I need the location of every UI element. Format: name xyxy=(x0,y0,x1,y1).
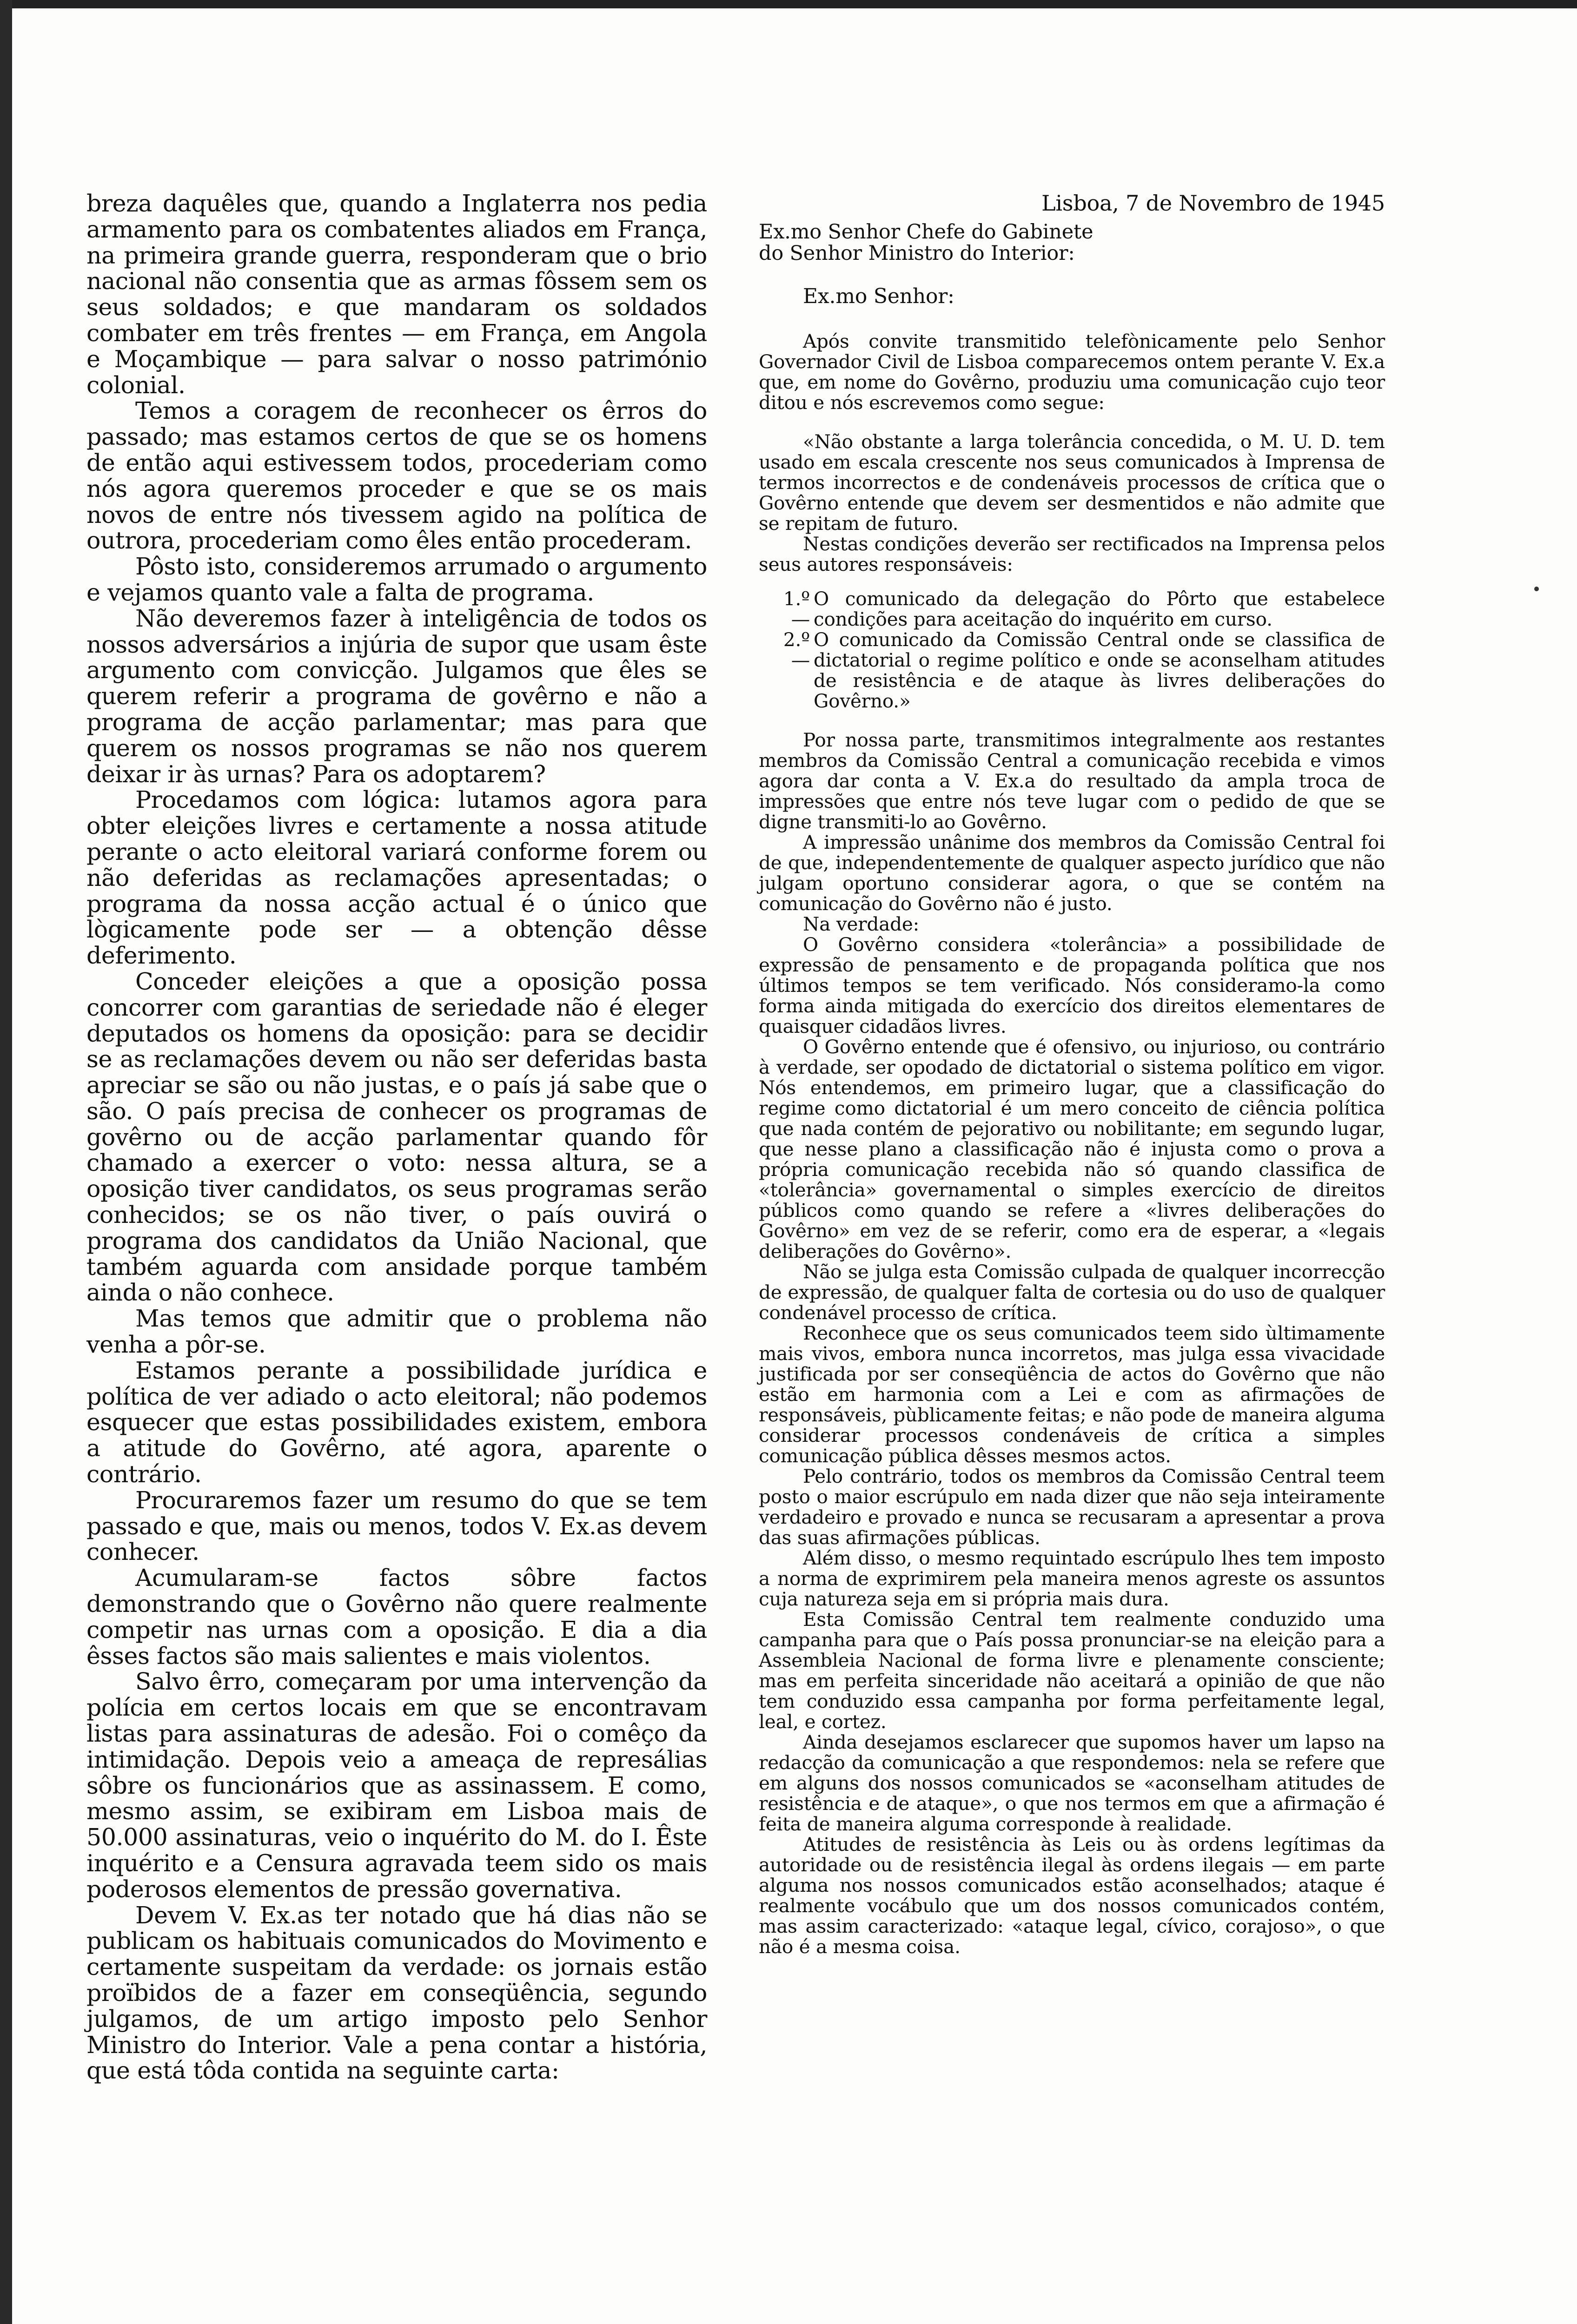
left-paragraph: Conceder eleições a que a oposição possa concorrer com garantias de seriedade não é eleger deputados os homens da oposição: para se decidir se as reclamações devem ou não ser deferidas basta apreciar se são ou não justas, e o país já sabe que o são. O país precisa de conhecer os programas de govêrno ou de acção parlamentar quando fôr chamado a exercer o voto: nessa altura, se a oposição tiver candidatos, os seus programas serão conhecidos; se os não tiver, o país ouvirá o programa dos candidatos da União Nacional, que também aguarda com ansidade porque também ainda o não conhece. xyxy=(86,967,707,1307)
letter-paragraph: Esta Comissão Central tem realmente conduzido uma campanha para que o País possa pronunciar-se na eleição para a Assembleia Nacional de forma livre e plenamente consciente; mas em perfeita sinceridade não aceitará a opinião de que não tem conduzido essa campanha por forma perfeitamente legal, leal, e cortez. xyxy=(759,1608,1385,1733)
quoted-communication: Nestas condições deverão ser rectificados na Imprensa pelos seus autores responsáveis: xyxy=(759,533,1385,575)
quoted-communication: «Não obstante a larga tolerância concedida, o M. U. D. tem usado em escala crescente nos seus comunicados à Imprensa de termos incorrectos e de condenáveis processos de crítica que o Govêrno entende que devem ser desmentidos e não admite que se repitam de futuro. xyxy=(759,430,1385,535)
scan-speck xyxy=(1534,587,1539,591)
letter-salutation: Ex.mo Senhor: xyxy=(803,284,954,308)
left-column xyxy=(86,191,707,2084)
letter-intro: Após convite transmitido telefònicamente pelo Senhor Governador Civil de Lisboa comparecemos ontem perante V. Ex.a que, em nome do Govêrno, produziu uma comunicação cujo teor ditou e nós escrevemos como segue: xyxy=(759,330,1385,414)
letter-paragraph: Reconhece que os seus comunicados teem sido ùltimamente mais vivos, embora nunca incorretos, mas julga essa vivacidade justificada por ser conseqüência de actos do Govêrno que não estão em harmonia com a Lei e com as afirmações de responsáveis, pùblicamente feitas; e não pode de maneira alguma considerar processos condenáveis de crítica a simples comunicação pública dêsses mesmos actos. xyxy=(759,1322,1385,1467)
letter-paragraph: Por nossa parte, transmitimos integralmente aos restantes membros da Comissão Central a comunicação recebida e vimos agora dar conta a V. Ex.a do resultado da ampla troca de impressões que entre nós teve lugar com o pedido de que se digne transmiti-lo ao Govêrno. xyxy=(759,729,1385,833)
letter-paragraph: Na verdade: xyxy=(803,913,920,935)
left-paragraph: Devem V. Ex.as ter notado que há dias não se publicam os habituais comunicados do Movimento e certamente suspeitam da verdade: os jornais estão proïbidos de a fazer em conseqüência, segundo julgamos, de um artigo imposto pelo Senhor Ministro do Interior. Vale a pena contar a história, que está tôda contida na seguinte carta: xyxy=(86,1901,707,2085)
left-paragraph: breza daquêles que, quando a Inglaterra nos pedia armamento para os combatentes aliados em França, na primeira grande guerra, responderam que o brio nacional não consentia que as armas fôssem sem os seus soldados; e que mandaram os soldados combater em três frentes — em França, em Angola e Moçambique — para salvar o nosso património colonial. xyxy=(86,190,707,399)
letter-addressee xyxy=(759,221,1385,264)
list-text: O comunicado da Comissão Central onde se classifica de dictatorial o regime político e onde se aconselham atitudes de resistência e de ataque às livres deliberações do Govêrno.» xyxy=(814,628,1385,712)
letter-paragraph: Além disso, o mesmo requintado escrúpulo lhes tem imposto a norma de exprimirem pela maneira menos agreste os assuntos cuja natureza seja em si própria mais dura. xyxy=(759,1547,1385,1610)
list-item xyxy=(759,588,1385,629)
left-paragraph: Mas temos que admitir que o problema não venha a pôr-se. xyxy=(86,1305,707,1359)
left-paragraph: Procuraremos fazer um resumo do que se tem passado e que, mais ou menos, todos V. Ex.as devem conhecer. xyxy=(86,1486,707,1566)
left-paragraph: Procedamos com lógica: lutamos agora para obter eleições livres e certamente a nossa atitude perante o acto eleitoral variará conforme forem ou não deferidas as reclamações apresentadas; o programa da nossa acção actual é o único que lògicamente pode ser — a obtenção dêsse deferimento. xyxy=(86,786,707,970)
left-paragraph: Pôsto isto, consideremos arrumado o argumento e vejamos quanto vale a falta de programa. xyxy=(86,553,707,606)
letter-paragraph: Ainda desejamos esclarecer que supomos haver um lapso na redacção da comunicação a que respondemos: nela se refere que em alguns dos nossos comunicados se «aconselham atitudes de resistência e de ataque», o que nos termos em que a afirmação é feita de maneira alguma corresponde à realidade. xyxy=(759,1731,1385,1835)
left-paragraph: Não deveremos fazer à inteligência de todos os nossos adversários a injúria de supor que usam êste argumento com convicção. Julgamos que êles se querem referir a programa de govêrno e não a programa de acção parlamentar; mas para que querem os nossos programas se não nos querem deixar ir às urnas? Para os adoptarem? xyxy=(86,604,707,788)
numbered-list xyxy=(759,588,1385,711)
list-item xyxy=(759,629,1385,711)
left-paragraph: Salvo êrro, começaram por uma intervenção da polícia em certos locais em que se encontravam listas para assinaturas de adesão. Foi o comêço da intimidação. Depois veio a ameaça de represálias sôbre os funcionários que as assinassem. E como, mesmo assim, se exibiram em Lisboa mais de 50.000 assinaturas, veio o inquérito do M. do I. Êste inquérito e a Censura agravada teem sido os mais poderosos elementos de pressão governativa. xyxy=(86,1668,707,1903)
letter-dateline: Lisboa, 7 de Novembro de 1945 xyxy=(1041,191,1385,216)
letter-paragraph: O Govêrno entende que é ofensivo, ou injurioso, ou contrário à verdade, ser opodado de dictatorial o sistema político em vigor. Nós entendemos, em primeiro lugar, que a classificação do regime como dictatorial é um mero conceito de ciência política que nada contém de pejorativo ou nobilitante; em segundo lugar, que nesse plano a classificação não é injusta como o prova a própria comunicação recebida não só quando classifica de «tolerância» governamental o simples exercício de direitos públicos como quando se refere a «livres deliberações do Govêrno» em vez de se referir, como era de esperar, a «legais deliberações do Govêrno». xyxy=(759,1036,1385,1262)
addressee-line: do Senhor Ministro do Interior: xyxy=(759,242,1075,265)
list-text: O comunicado da delegação do Pôrto que estabelece condições para aceitação do inquérito em curso. xyxy=(814,588,1385,630)
left-paragraph: Acumularam-se factos sôbre factos demonstrando que o Govêrno não quere realmente competir nas urnas com a oposição. E dia a dia êsses factos são mais salientes e mais violentos. xyxy=(86,1564,707,1670)
left-paragraph: Temos a coragem de reconhecer os êrros do passado; mas estamos certos de que se os homens de então aqui estivessem todos, procederiam como nós agora queremos proceder e que se os mais novos de entre nós tivessem agido na política de outrora, procederiam como êles então procederam. xyxy=(86,397,707,555)
list-number: 1.º — xyxy=(783,588,810,630)
scan-edge-left xyxy=(0,0,12,2324)
letter-paragraph: Pelo contrário, todos os membros da Comissão Central teem posto o maior escrúpulo em nada dizer que não seja inteiramente verdadeiro e provado e nunca se recusaram a apresentar a prova das suas afirmações públicas. xyxy=(759,1465,1385,1549)
letter-paragraph: A impressão unânime dos membros da Comissão Central foi de que, independentemente de qualquer aspecto jurídico que não julgam oportuno considerar agora, o que se contém na comunicação do Govêrno não é justo. xyxy=(759,831,1385,915)
list-number: 2.º — xyxy=(783,628,810,671)
addressee-line: Ex.mo Senhor Chefe do Gabinete xyxy=(759,220,1093,244)
right-column-letter xyxy=(759,191,1385,1957)
letter-paragraph: Atitudes de resistência às Leis ou às ordens legítimas da autoridade ou de resistência ilegal às ordens ilegais — em parte alguma nos nossos comunicados estão aconselhados; ataque é realmente vocábulo que um dos nossos comunicados contém, mas assim caracterizado: «ataque legal, cívico, corajoso», o que não é a mesma coisa. xyxy=(759,1833,1385,1958)
scan-edge-top xyxy=(0,0,1577,8)
letter-paragraph: O Govêrno considera «tolerância» a possibilidade de expressão de pensamento e de propaganda política que nos últimos tempos se tem verificado. Nós consideramo-la como forma ainda mitigada do exercício dos direitos elementares de quaisquer cidadãos livres. xyxy=(759,933,1385,1037)
letter-paragraph: Não se julga esta Comissão culpada de qualquer incorrecção de expressão, de qualquer falta de cortesia ou do uso de qualquer condenável processo de crítica. xyxy=(759,1261,1385,1324)
left-paragraph: Estamos perante a possibilidade jurídica e política de ver adiado o acto eleitoral; não podemos esquecer que estas possibilidades existem, embora a atitude do Govêrno, até agora, aparente o contrário. xyxy=(86,1356,707,1488)
